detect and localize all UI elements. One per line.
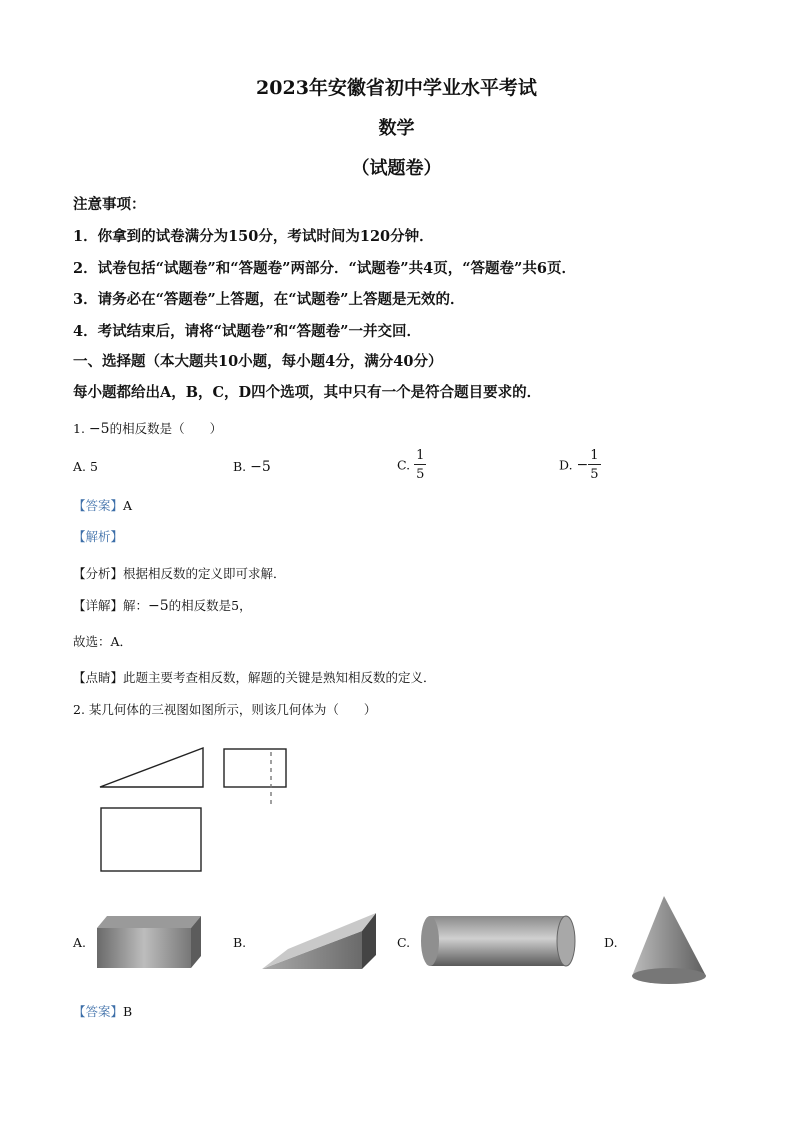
option-value: −5 bbox=[250, 459, 271, 475]
section-instruction: 每小题都给出A，B，C，D四个选项，其中只有一个是符合题目要求的． bbox=[73, 384, 542, 401]
note-item-1: 1．你拿到的试卷满分为150分，考试时间为120分钟． bbox=[73, 228, 434, 245]
q1-fenxi bbox=[73, 564, 286, 582]
note-item-3: 3．请务必在“答题卷”上答题，在“试题卷”上答题是无效的． bbox=[73, 291, 465, 308]
q1-choose: 故选：A． bbox=[73, 634, 133, 649]
q1-analysis-tag bbox=[73, 527, 123, 545]
exam-title: 2023年安徽省初中学业水平考试 bbox=[256, 77, 537, 99]
option-sign: − bbox=[576, 457, 589, 473]
answer-value: A bbox=[123, 498, 133, 513]
fraction bbox=[588, 449, 600, 481]
fraction-numerator: 1 bbox=[590, 448, 599, 463]
wedge-image bbox=[258, 905, 383, 971]
q2-option-c-label: C. bbox=[397, 935, 411, 950]
question-1 bbox=[73, 419, 222, 437]
section-title: 一、选择题（本大题共10小题，每小题4分，满分40分） bbox=[73, 353, 443, 370]
cone-image bbox=[628, 892, 714, 988]
option-label: D. bbox=[559, 457, 573, 473]
side-view-rectangle bbox=[224, 749, 286, 787]
option-label: B. bbox=[233, 459, 247, 474]
q1-option-c bbox=[397, 449, 426, 481]
note-item-4: 4．考试结束后，请将“试题卷”和“答题卷”一并交回． bbox=[73, 323, 421, 340]
q1-answer bbox=[73, 496, 132, 514]
three-views-figure bbox=[95, 740, 295, 880]
answer-tag: 【答案】 bbox=[73, 1004, 124, 1019]
exam-subject: 数学 bbox=[378, 118, 415, 139]
xiangjie-tag: 【详解】 bbox=[73, 598, 124, 613]
xiangjie-pre: 解： bbox=[123, 598, 149, 613]
q2-answer bbox=[73, 1002, 132, 1020]
xiangjie-post: 的相反数是5， bbox=[168, 598, 252, 613]
question-text: 某几何体的三视图如图所示，则该几何体为（ ） bbox=[88, 702, 377, 717]
top-view-rectangle bbox=[101, 808, 201, 871]
note-item-2: 2．试卷包括“试题卷”和“答题卷”两部分．“试题卷”共4页，“答题卷”共6页． bbox=[73, 260, 576, 277]
dianjing-tag: 【点睛】 bbox=[73, 670, 124, 685]
q1-option-b bbox=[233, 459, 271, 475]
answer-value: B bbox=[123, 1004, 133, 1019]
question-number: 2. bbox=[73, 702, 85, 717]
front-view-triangle bbox=[100, 748, 203, 787]
question-text: 的相反数是（ ） bbox=[109, 421, 223, 436]
notes-heading: 注意事项： bbox=[73, 196, 146, 213]
xiangjie-value: −5 bbox=[148, 598, 169, 614]
q1-dianjing bbox=[73, 668, 436, 686]
q2-option-d-label: D. bbox=[604, 935, 618, 950]
dianjing-text: 此题主要考查相反数，解题的关键是熟知相反数的定义． bbox=[123, 670, 436, 685]
analysis-tag: 【解析】 bbox=[73, 529, 124, 544]
q1-option-d bbox=[559, 449, 601, 481]
fraction bbox=[414, 449, 426, 481]
fraction-denominator: 5 bbox=[416, 467, 425, 482]
cylinder-image bbox=[420, 912, 578, 970]
answer-tag: 【答案】 bbox=[73, 498, 124, 513]
fenxi-text: 根据相反数的定义即可求解． bbox=[123, 566, 286, 581]
q2-option-a-label: A. bbox=[73, 935, 87, 950]
question-value: −5 bbox=[88, 421, 110, 437]
cuboid-image bbox=[95, 910, 205, 972]
fraction-denominator: 5 bbox=[590, 467, 599, 482]
paper-label: （试题卷） bbox=[351, 158, 442, 179]
fenxi-tag: 【分析】 bbox=[73, 566, 124, 581]
question-number: 1. bbox=[73, 421, 85, 436]
question-2 bbox=[73, 700, 376, 718]
fraction-numerator: 1 bbox=[416, 448, 425, 463]
q1-xiangjie bbox=[73, 596, 252, 614]
q2-option-b-label: B. bbox=[233, 935, 247, 950]
q1-option-a: A. 5 bbox=[73, 459, 98, 474]
option-label: C. bbox=[397, 457, 411, 473]
